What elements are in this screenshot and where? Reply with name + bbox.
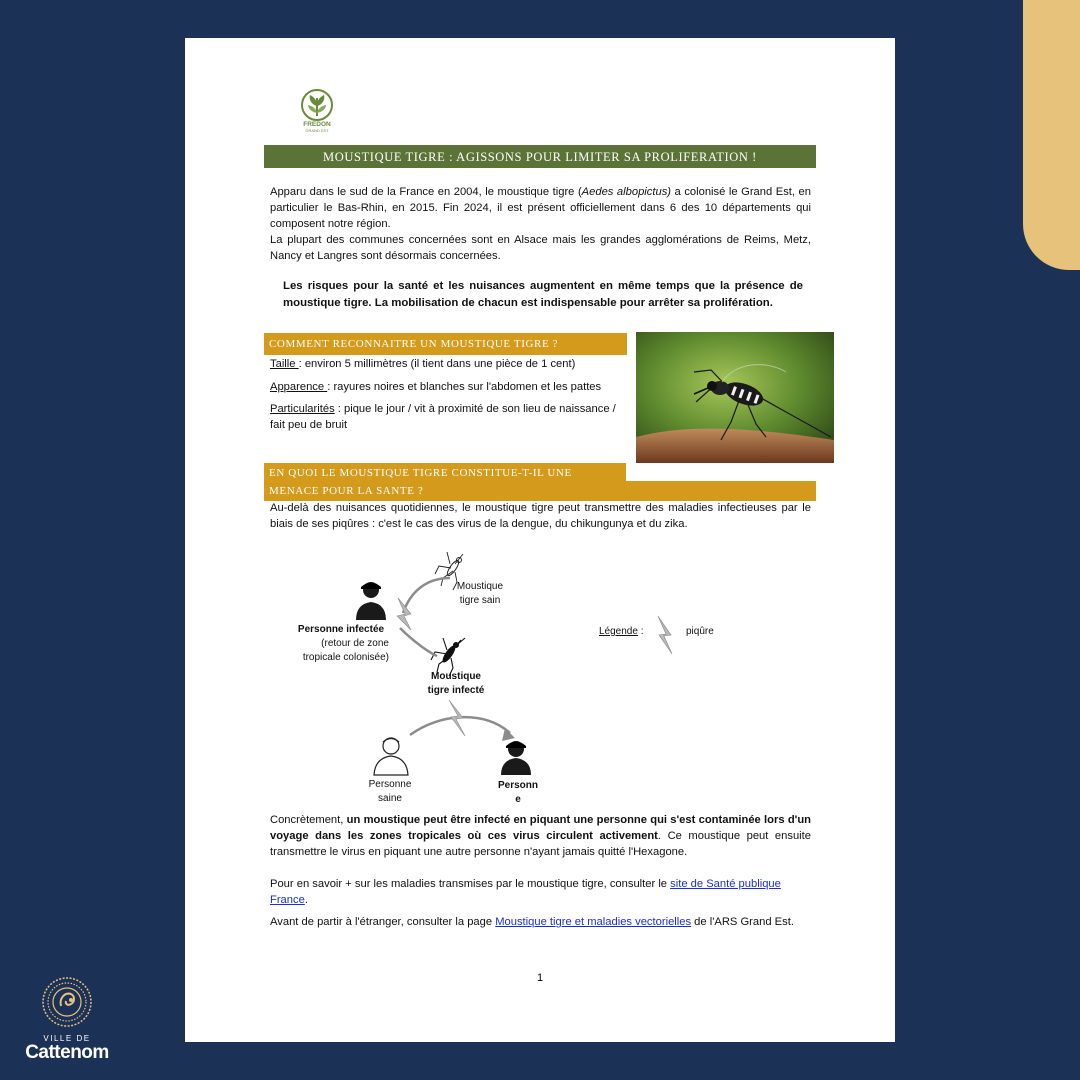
intro-paragraph-2: La plupart des communes concernées sont en Alsace mais les grandes agglomérations de Reims, Metz, Nancy et Langres sont désormais concernées. bbox=[270, 234, 811, 262]
trait-appearance-text: : rayures noires et blanches sur l'abdomen et les pattes bbox=[327, 381, 602, 393]
person-b-label-2: e bbox=[515, 794, 521, 805]
more-info-ars-end: de l'ARS Grand Est. bbox=[691, 916, 794, 928]
healthy-mosquito-label bbox=[445, 580, 515, 608]
transmission-diagram bbox=[185, 38, 895, 818]
emphasis-statement: Les risques pour la santé et les nuisances augmentent en même temps que la présence de moustique tigre. La mobilisation de chacun est indispensable pour arrêter sa prolifération. bbox=[283, 280, 803, 309]
conclusion-bold: un moustique peut être infecté en piquant une personne qui s'est contaminée lors d'un voyage dans les zones tropicales où ces virus circulent activement bbox=[270, 814, 812, 842]
page-number: 1 bbox=[536, 972, 544, 984]
trait-size-text: : environ 5 millimètres (il tient dans une pièce de 1 cent) bbox=[298, 358, 576, 370]
document-page bbox=[185, 38, 895, 1042]
intro-p1-end: a colonisé le Grand Est, en particulier le Bas-Rhin, en 2015. Fin 2024, il est présent officiellement dans 6 des 10 départements qui composent notre région. bbox=[270, 186, 811, 230]
infected-mosquito-label-1: Moustique bbox=[431, 671, 481, 682]
person-b-label-1: Personn bbox=[497, 780, 538, 791]
legend-label: Légende bbox=[599, 626, 638, 637]
page-title: MOUSTIQUE TIGRE : AGISSONS POUR LIMITER SA PROLIFERATION ! bbox=[264, 145, 816, 168]
trait-particularities-label: Particularités bbox=[270, 403, 335, 415]
conclusion-start: Concrètement, bbox=[270, 814, 347, 826]
sante-publique-link[interactable]: site de Santé publique France bbox=[270, 878, 781, 906]
infected-person-label: Personne infectée bbox=[297, 624, 385, 635]
healthy-person-label-2: saine bbox=[378, 793, 402, 804]
infected-person-note-2: tropicale colonisée) bbox=[302, 652, 389, 663]
trait-size-label: Taille bbox=[270, 358, 299, 370]
species-name: Aedes albopictus) bbox=[581, 186, 672, 198]
healthy-person-label-1: Personne bbox=[368, 779, 412, 790]
infected-mosquito-label bbox=[421, 670, 491, 698]
infected-mosquito-label-2: tigre infecté bbox=[427, 685, 485, 696]
threat-text: Au-delà des nuisances quotidiennes, le moustique tigre peut transmettre des maladies infectieuses par le biais de ses piqûres : c'est le cas des virus de la dengue, du chikungunya et du zika. bbox=[270, 502, 811, 530]
logo-subtitle: GRAND EST bbox=[305, 128, 329, 133]
healthy-mosquito-label-2: tigre sain bbox=[459, 595, 501, 606]
more-info-sante-end: . bbox=[304, 894, 308, 906]
healthy-person-icon bbox=[374, 738, 408, 775]
infected-person-note-1: (retour de zone bbox=[321, 638, 389, 649]
more-info-sante-text: Pour en savoir + sur les maladies transmises par le moustique tigre, consulter le bbox=[270, 878, 671, 890]
healthy-mosquito-label-1: Moustique bbox=[456, 581, 504, 592]
ars-moustique-link[interactable]: Moustique tigre et maladies vectorielles bbox=[495, 916, 692, 928]
infected-person-note bbox=[287, 637, 389, 665]
conclusion-end: . Ce moustique peut ensuite transmettre le virus en piquant une autre personne n'ayant jamais quitté l'Hexagone. bbox=[270, 830, 811, 858]
intro-p1-start: Apparu dans le sud de la France en 2004, le moustique tigre ( bbox=[270, 186, 582, 198]
more-info-ars-text: Avant de partir à l'étranger, consulter la page bbox=[270, 916, 496, 928]
corner-accent-tab bbox=[1023, 0, 1080, 270]
infected-person-icon bbox=[356, 582, 386, 620]
more-info-ars bbox=[270, 914, 811, 930]
legend-value: piqûre bbox=[686, 626, 714, 637]
person-b-label bbox=[489, 779, 547, 807]
section-heading-recognize: COMMENT RECONNAITRE UN MOUSTIQUE TIGRE ? bbox=[264, 333, 627, 355]
person-b-icon bbox=[501, 741, 531, 775]
section-heading-threat-line2: MENACE POUR LA SANTE ? bbox=[264, 481, 816, 501]
logo-name: FREDON bbox=[303, 121, 331, 128]
healthy-person-label bbox=[355, 778, 425, 806]
city-name: Cattenom bbox=[25, 1042, 109, 1063]
conclusion-text bbox=[270, 812, 811, 860]
bite-icon bbox=[449, 700, 465, 736]
legend bbox=[599, 625, 669, 639]
legend-colon: : bbox=[637, 626, 644, 637]
section-heading-threat-line1: EN QUOI LE MOUSTIQUE TIGRE CONSTITUE-T-IL UNE bbox=[264, 463, 626, 483]
trait-particularities-text: : pique le jour / vit à proximité de son lieu de naissance / fait peu de bruit bbox=[270, 403, 616, 431]
city-emblem-icon bbox=[41, 976, 93, 1028]
more-info-sante bbox=[270, 876, 811, 908]
city-prefix: VILLE DE bbox=[43, 1034, 91, 1043]
trait-appearance-label: Apparence bbox=[270, 381, 328, 393]
